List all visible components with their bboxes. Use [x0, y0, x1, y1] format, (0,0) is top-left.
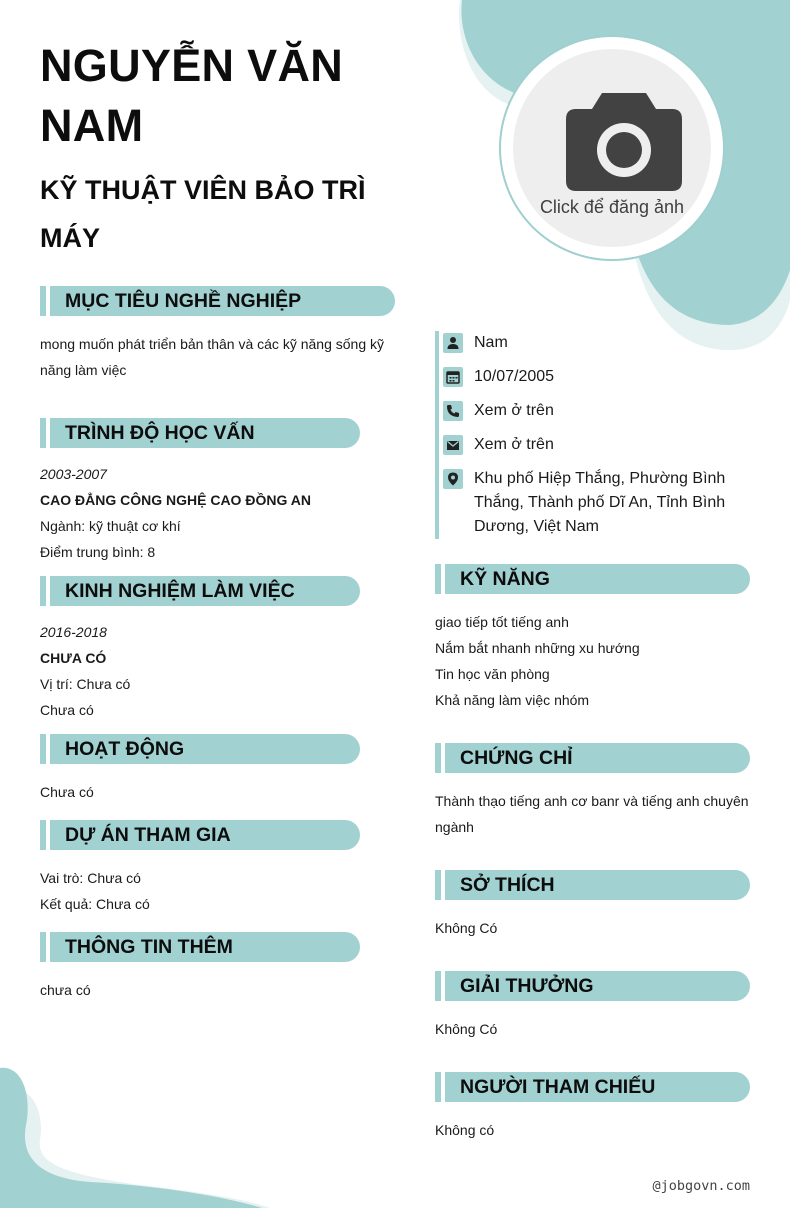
section-header-activities — [40, 734, 360, 764]
camera-icon — [564, 89, 684, 193]
section-title: SỞ THÍCH — [460, 874, 555, 896]
person-icon — [443, 333, 463, 353]
project-result: Kết quả: Chưa có — [40, 896, 150, 912]
awards-text: Không Có — [435, 1021, 498, 1037]
section-title: NGƯỜI THAM CHIẾU — [460, 1076, 656, 1098]
watermark: @jobgovn.com — [652, 1178, 750, 1194]
skill-item: Nắm bắt nhanh những xu hướng — [435, 640, 640, 656]
references-text: Không có — [435, 1122, 495, 1138]
experience-period: 2016-2018 — [40, 624, 107, 640]
section-title: MỤC TIÊU NGHỀ NGHIỆP — [65, 290, 302, 312]
section-title: CHỨNG CHỈ — [460, 747, 573, 769]
projects-entry — [40, 865, 400, 917]
project-role: Vai trò: Chưa có — [40, 870, 141, 886]
bottom-left-blob — [0, 1060, 300, 1208]
phone-icon — [443, 401, 463, 421]
experience-description: Chưa có — [40, 702, 94, 718]
section-title: HOẠT ĐỘNG — [65, 738, 185, 760]
experience-position: Vị trí: Chưa có — [40, 676, 131, 692]
section-title: THÔNG TIN THÊM — [65, 936, 233, 958]
birthday-value: 10/07/2005 — [474, 368, 555, 385]
phone-value: Xem ở trên — [474, 402, 554, 419]
section-title: DỰ ÁN THAM GIA — [65, 824, 231, 846]
photo-upload-button[interactable] — [513, 49, 711, 247]
candidate-name: NGUYỄN VĂN NAM — [40, 40, 344, 151]
additional-text: chưa có — [40, 982, 91, 998]
section-title: GIẢI THƯỞNG — [460, 975, 594, 997]
section-header-references — [435, 1072, 750, 1102]
section-title: KINH NGHIỆM LÀM VIỆC — [65, 580, 295, 602]
experience-company: CHƯA CÓ — [40, 650, 107, 666]
skill-item: Khả năng làm việc nhóm — [435, 692, 590, 708]
experience-entry — [40, 619, 400, 723]
education-gpa: Điểm trung bình: 8 — [40, 544, 156, 560]
section-header-objective — [40, 286, 395, 316]
section-header-projects — [40, 820, 360, 850]
email-icon — [443, 435, 463, 455]
activities-text: Chưa có — [40, 784, 94, 800]
section-header-experience — [40, 576, 360, 606]
address-value: Khu phố Hiệp Thắng, Phường Bình Thắng, Thành phố Dĩ An, Tỉnh Bình Dương, Việt Nam — [474, 470, 726, 535]
section-header-hobbies — [435, 870, 750, 900]
hobbies-text: Không Có — [435, 920, 498, 936]
section-title: KỸ NĂNG — [460, 568, 550, 590]
skills-list — [435, 609, 755, 713]
education-entry — [40, 461, 400, 565]
section-header-education — [40, 418, 360, 448]
photo-upload-label: Click để đăng ảnh — [539, 197, 685, 217]
section-header-awards — [435, 971, 750, 1001]
location-pin-icon — [443, 469, 463, 489]
photo-frame — [501, 37, 723, 259]
contact-rail — [435, 331, 439, 539]
email-value: Xem ở trên — [474, 436, 554, 453]
gender-value: Nam — [474, 334, 508, 351]
section-title: TRÌNH ĐỘ HỌC VẤN — [65, 422, 255, 444]
objective-text: mong muốn phát triển bản thân và các kỹ năng sống kỹ năng làm việc — [40, 336, 384, 378]
section-header-additional — [40, 932, 360, 962]
section-header-skills — [435, 564, 750, 594]
education-period: 2003-2007 — [40, 466, 107, 482]
education-major: Ngành: kỹ thuật cơ khí — [40, 518, 181, 534]
skill-item: giao tiếp tốt tiếng anh — [435, 614, 569, 630]
skill-item: Tin học văn phòng — [435, 666, 550, 682]
education-school: CAO ĐẲNG CÔNG NGHỆ CAO ĐỒNG AN — [40, 492, 311, 508]
calendar-icon — [443, 367, 463, 387]
certificates-text: Thành thạo tiếng anh cơ banr và tiếng anh chuyên ngành — [435, 793, 749, 835]
section-header-certificates — [435, 743, 750, 773]
job-title: KỸ THUẬT VIÊN BẢO TRÌ MÁY — [40, 175, 366, 253]
